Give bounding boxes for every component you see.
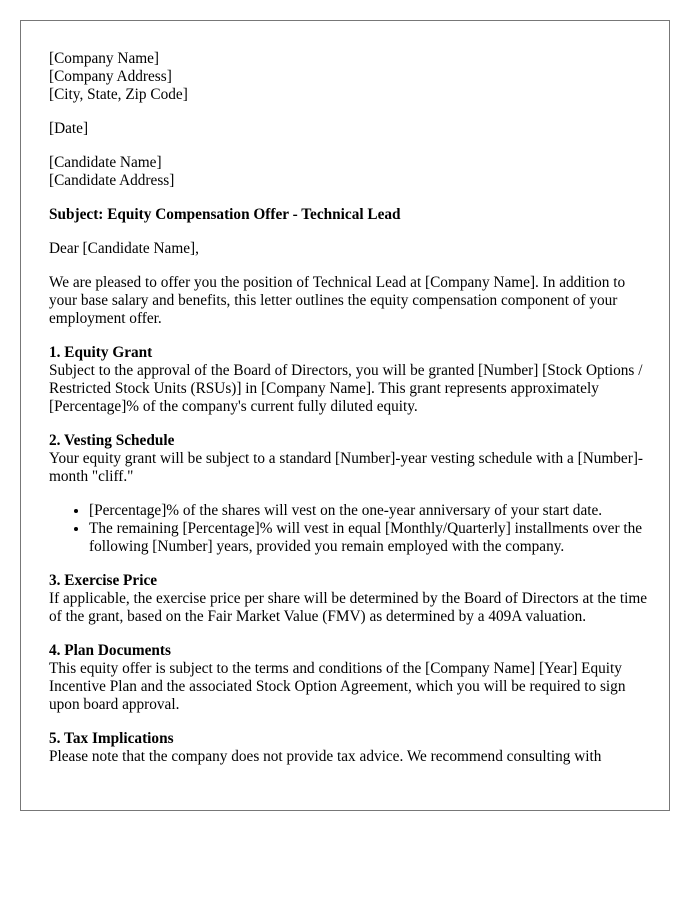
section-heading: 2. Vesting Schedule: [49, 432, 175, 449]
section-equity-grant: [49, 344, 649, 416]
section-heading: 5. Tax Implications: [49, 730, 174, 747]
offer-letter: [20, 20, 670, 811]
sender-block: [49, 50, 649, 104]
subject-line: Subject: Equity Compensation Offer - Technical Lead: [49, 206, 401, 223]
sender-address: [Company Address]: [49, 68, 172, 85]
section-tax-implications: [49, 730, 649, 766]
sender-city: [City, State, Zip Code]: [49, 86, 188, 103]
recipient-name: [Candidate Name]: [49, 154, 162, 171]
date-line: [49, 120, 649, 138]
section-body: If applicable, the exercise price per share will be determined by the Board of Directors at the time of the grant, based on the Fair Market Value (FMV) as determined by a 409A valuation.: [49, 590, 648, 625]
vesting-list: [49, 502, 649, 556]
section-vesting-schedule: [49, 432, 649, 556]
section-heading: 1. Equity Grant: [49, 344, 153, 361]
recipient-address: [Candidate Address]: [49, 172, 175, 189]
section-body: Your equity grant will be subject to a standard [Number]-year vesting schedule with a [Number]-month "cliff.": [49, 450, 644, 485]
list-item: • [Percentage]% of the shares will vest on the one-year anniversary of your start date.: [89, 502, 649, 520]
section-heading: 4. Plan Documents: [49, 642, 171, 659]
section-body: This equity offer is subject to the terms and conditions of the [Company Name] [Year] Equity Incentive Plan and the associated Stock Option Agreement, which you will be required to sign upon board approval.: [49, 660, 626, 713]
section-exercise-price: [49, 572, 649, 626]
letter-date: [Date]: [49, 120, 89, 137]
section-body: Subject to the approval of the Board of Directors, you will be granted [Number] [Stock Options / Restricted Stock Units (RSUs)] in [Company Name]. This grant represents approximately [Percentage]% of the company's current fully diluted equity.: [49, 362, 643, 415]
recipient-block: [49, 154, 649, 190]
section-plan-documents: [49, 642, 649, 714]
section-heading: 3. Exercise Price: [49, 572, 158, 589]
list-item: • The remaining [Percentage]% will vest in equal [Monthly/Quarterly] installments over the following [Number] years, provided you remain employed with the company.: [89, 520, 649, 556]
sender-name: [Company Name]: [49, 50, 160, 67]
salutation: Dear [Candidate Name],: [49, 240, 199, 257]
intro-paragraph: We are pleased to offer you the position of Technical Lead at [Company Name]. In addition to your base salary and benefits, this letter outlines the equity compensation component of your employment offer.: [49, 274, 626, 327]
section-body: Please note that the company does not provide tax advice. We recommend consulting with: [49, 748, 602, 765]
